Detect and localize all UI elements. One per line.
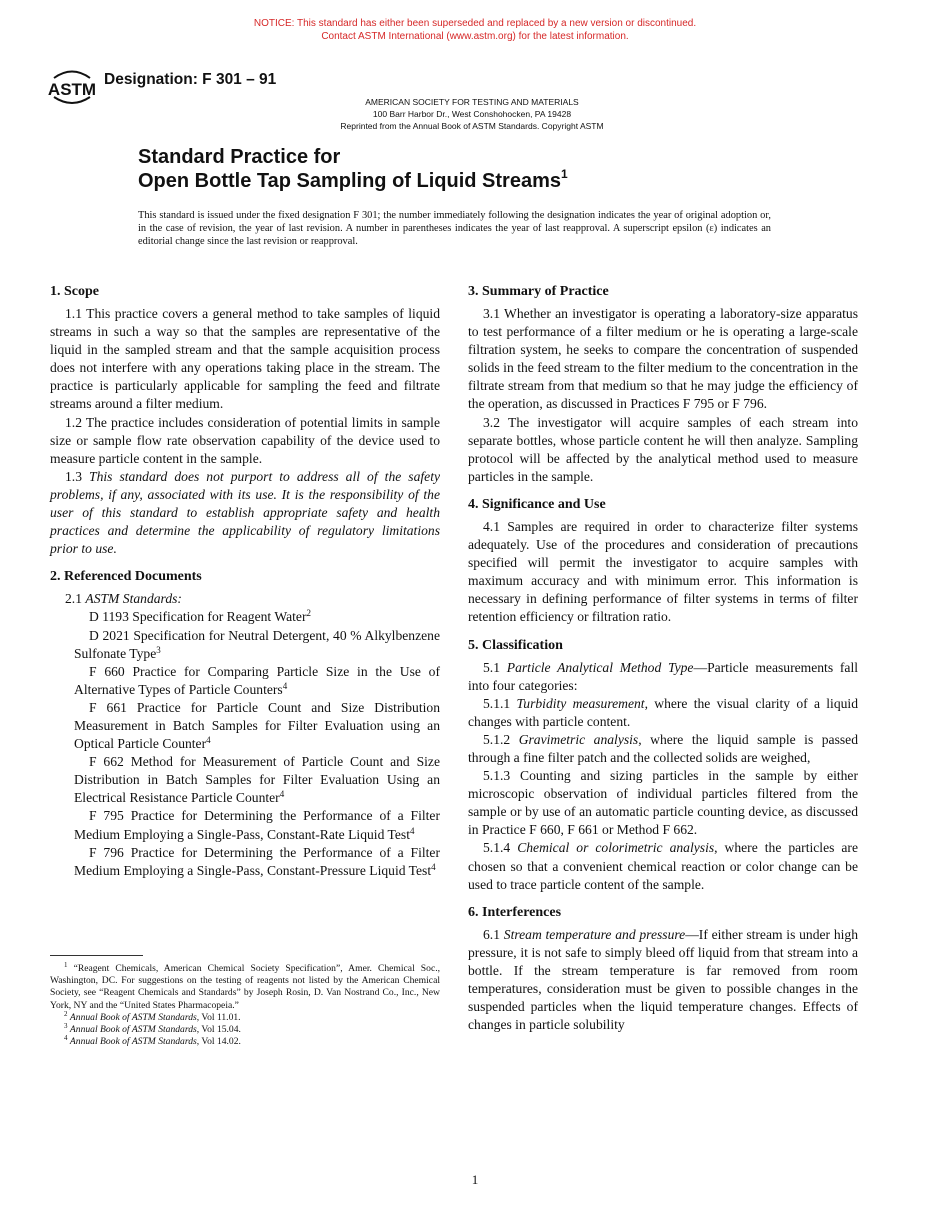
reference-text: D 2021 Specification for Neutral Detergent, 40 % Alkylbenzene Sulfonate Type bbox=[74, 627, 440, 661]
reference-item bbox=[50, 807, 440, 843]
italic-term: Turbidity measurement bbox=[516, 695, 645, 711]
section-heading-referenced-documents: 2. Referenced Documents bbox=[50, 569, 202, 585]
title-line-2 bbox=[138, 169, 568, 193]
footnote-italic: Annual Book of ASTM Standards bbox=[69, 1024, 197, 1036]
footnote-mark: 3 bbox=[156, 644, 161, 655]
page-number: 1 bbox=[471, 1172, 479, 1187]
paragraph-text: , where the particles are chosen so that a convenient chemical reaction or color change can be used to trace particle content of the sample. bbox=[468, 840, 858, 892]
footnote-4 bbox=[50, 1036, 440, 1048]
footnote-italic: Annual Book of ASTM Standards bbox=[69, 1036, 197, 1048]
title-footnote-mark: 1 bbox=[561, 167, 568, 181]
paragraph-text: , where the visual clarity of a liquid changes with particle content. bbox=[468, 695, 858, 729]
paragraph-text: , where the liquid sample is passed through a fine filter patch and the collected solids are weighed, bbox=[468, 731, 859, 765]
footnote-text: , Vol 15.04. bbox=[196, 1024, 241, 1036]
section-heading-interferences: 6. Interferences bbox=[468, 904, 562, 920]
reference-item bbox=[50, 844, 440, 880]
section-heading-scope: 1. Scope bbox=[50, 284, 99, 299]
footnote-divider bbox=[50, 955, 143, 956]
society-reprint: Reprinted from the Annual Book of ASTM Standards. Copyright ASTM bbox=[340, 121, 604, 131]
reference-item bbox=[50, 753, 440, 807]
footnote-number: 2 bbox=[64, 1009, 68, 1018]
reference-item bbox=[50, 608, 440, 626]
society-address: 100 Barr Harbor Dr., West Conshohocken, PA 19428 bbox=[372, 109, 572, 119]
paragraph-number: 1.3 bbox=[65, 468, 90, 484]
italic-term: Stream temperature and pressure bbox=[503, 926, 686, 942]
paragraph-number: 5.1.4 bbox=[483, 840, 518, 856]
astm-logo-text: ASTM bbox=[48, 80, 96, 99]
astm-logo-icon bbox=[48, 64, 96, 110]
footnote-mark: 2 bbox=[306, 608, 311, 619]
reference-text: F 662 Method for Measurement of Particle Count and Size Distribution in Batch Samples for Filter Evaluation Using an Electrical Resistance Particle Counter bbox=[74, 754, 440, 806]
footnote-2 bbox=[50, 1009, 440, 1024]
reference-list bbox=[50, 608, 440, 879]
paragraph-1-2: 1.2 The practice includes consideration of potential limits in sample size or sample flow rate observation capability of the device used to measure particle content in the sample. bbox=[50, 414, 440, 466]
reference-text: F 796 Practice for Determining the Performance of a Filter Medium Employing a Single-Pass, Constant-Pressure Liquid Test bbox=[74, 844, 440, 878]
paragraph-number: 6.1 bbox=[483, 926, 504, 942]
reference-text: F 795 Practice for Determining the Performance of a Filter Medium Employing a Single-Pass, Constant-Rate Liquid Test bbox=[74, 808, 440, 842]
paragraph-text: —Particle measurements fall into four categories: bbox=[468, 659, 859, 693]
section-heading-summary: 3. Summary of Practice bbox=[468, 284, 609, 299]
subheading-astm-standards bbox=[50, 590, 440, 608]
section-heading-classification: 5. Classification bbox=[468, 637, 563, 653]
footnotes bbox=[50, 963, 440, 1048]
safety-statement: This standard does not purport to address all of the safety problems, if any, associated with its use. It is the responsibility of the user of this standard to establish appropriate safety and health practices and determine the applicability of regulatory limitations prior to use. bbox=[50, 468, 441, 557]
footnote-number: 4 bbox=[64, 1034, 68, 1043]
italic-term: Particle Analytical Method Type bbox=[506, 659, 694, 675]
paragraph-3-2: 3.2 The investigator will acquire samples of each stream into separate bottles, whose particle content he will then analyze. Sampling protocol will be affected by the analytical method used to measure particles in the sample. bbox=[468, 414, 858, 484]
footnote-mark: 4 bbox=[279, 789, 285, 800]
paragraph-5-1-3: 5.1.3 Counting and sizing particles in the sample by either microscopic observation of individual particles filtered from the sample or by use of an automatic particle counting device, as discussed in Practice F 660, F 661 or Method F 662. bbox=[468, 768, 858, 838]
footnote-mark: 4 bbox=[282, 680, 288, 691]
italic-term: Chemical or colorimetric analysis bbox=[517, 840, 715, 856]
reference-item bbox=[50, 627, 440, 663]
paragraph-6-1 bbox=[468, 926, 858, 1035]
paragraph-text: —If either stream is under high pressure, it is not safe to simply bleed off liquid from that stream into a bottle. If the stream temperature is far removed from room temperatures, consideration must be given to possible changes in the suspended particles when the liquid temperature changes. Effects of changes in particle solubility bbox=[468, 926, 859, 1033]
reference-item bbox=[50, 663, 440, 699]
italic-term: Gravimetric analysis bbox=[518, 731, 639, 747]
paragraph-1-3 bbox=[50, 468, 440, 558]
paragraph-1-1: 1.1 This practice covers a general method to take samples of liquid streams in such a way so that the samples are representative of the liquid in the sampled stream and that the sample acquisition process does not interfere with any operations taking place in the stream. The practice is particularly applicable for sampling the feed and filtrate streams around a filter medium. bbox=[50, 306, 440, 412]
reference-text: F 661 Practice for Particle Count and Size Distribution Measurement in Batch Samples for Filter Evaluation using an Optical Particle Counter bbox=[74, 699, 440, 752]
paragraph-5-1-1 bbox=[468, 695, 858, 731]
reference-text: D 1193 Specification for Reagent Water bbox=[89, 609, 307, 625]
society-name: AMERICAN SOCIETY FOR TESTING AND MATERIALS bbox=[365, 97, 579, 107]
section-heading-significance: 4. Significance and Use bbox=[468, 496, 606, 512]
left-column bbox=[50, 283, 440, 880]
paragraph-5-1-4 bbox=[468, 839, 858, 893]
reference-item bbox=[50, 699, 440, 753]
footnote-text: “Reagent Chemicals, American Chemical Society Specification”, Amer. Chemical Soc., Washington, DC. For suggestions on the testing of reagents not listed by the American Chemical Society, see “Reagent Chemicals and Standards” by Joseph Rosin, D. Van Nostrand Co., Inc., New York, NY and the “United States Pharmacopeia.” bbox=[50, 963, 440, 1011]
footnote-text: , Vol 11.01. bbox=[196, 1011, 241, 1023]
subheading-label: ASTM Standards: bbox=[85, 591, 182, 607]
society-header bbox=[300, 96, 644, 132]
reference-text: F 660 Practice for Comparing Particle Size in the Use of Alternative Types of Particle Counters bbox=[74, 663, 440, 697]
intro-paragraph: This standard is issued under the fixed designation F 301; the number immediately following the designation indicates the year of original adoption or, in the case of revision, the year of last revision. A number in parentheses indicates the year of last reapproval. A superscript epsilon (ε) indicates an editorial change since the last revision or reapproval. bbox=[138, 210, 771, 248]
footnote-mark: 4 bbox=[409, 825, 415, 836]
paragraph-number: 5.1 bbox=[483, 659, 507, 675]
paragraph-number: 5.1.2 bbox=[483, 731, 519, 747]
notice-line-2: Contact ASTM International (www.astm.org) for the latest information. bbox=[321, 30, 629, 42]
title-line-1: Standard Practice for bbox=[138, 146, 341, 168]
notice-banner bbox=[0, 18, 950, 43]
footnote-1 bbox=[50, 963, 440, 1012]
document-title bbox=[138, 145, 568, 193]
paragraph-5-1 bbox=[468, 659, 858, 695]
title-text: Open Bottle Tap Sampling of Liquid Streams bbox=[138, 170, 561, 192]
paragraph-number: 2.1 bbox=[65, 591, 86, 607]
paragraph-4-1: 4.1 Samples are required in order to characterize filter systems adequately. Use of the procedures and consideration of precautions specified will permit the investigator to acquire samples with maximum accuracy and with minimum error. This information is necessary in defining performance of filter systems in terms of filter retention efficiency or filtration ratio. bbox=[468, 518, 858, 625]
right-column bbox=[468, 283, 858, 1034]
paragraph-3-1: 3.1 Whether an investigator is operating a laboratory-size apparatus to test performance of a filter medium or he is operating a large-scale filtration system, he seeks to compare the concentration of suspended solids in the feed stream to the filter medium to the concentration in the filtrate stream from that medium so that he may judge the efficiency of the operation, as discussed in Practices F 795 or F 796. bbox=[468, 306, 858, 412]
footnote-text: , Vol 14.02. bbox=[196, 1036, 241, 1048]
footnote-mark: 4 bbox=[206, 735, 211, 746]
designation: Designation: F 301 – 91 bbox=[104, 71, 277, 88]
footnote-number: 3 bbox=[64, 1022, 68, 1031]
footnote-3 bbox=[50, 1024, 440, 1036]
footnote-italic: Annual Book of ASTM Standards bbox=[69, 1011, 197, 1023]
notice-line-1: NOTICE: This standard has either been superseded and replaced by a new version or discontinued. bbox=[253, 18, 697, 29]
paragraph-number: 5.1.1 bbox=[483, 695, 517, 711]
footnote-mark: 4 bbox=[431, 861, 436, 872]
footnote-number: 1 bbox=[64, 961, 68, 969]
paragraph-5-1-2 bbox=[468, 731, 858, 767]
